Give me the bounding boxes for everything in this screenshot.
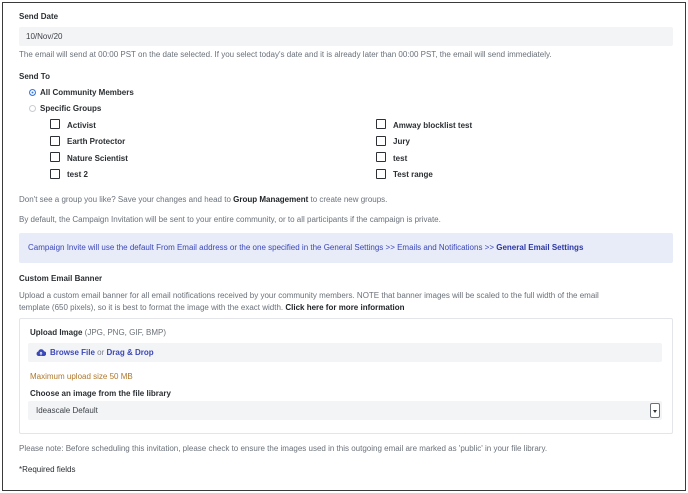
banner-desc-line1: Upload a custom email banner for all email notifications received by your community members. NOTE that banner images will be scaled to the full width of the email	[19, 291, 599, 300]
send-to-label: Send To	[19, 72, 50, 81]
group-label-test-range: Test range	[393, 170, 433, 179]
banner-desc-line2	[19, 303, 404, 312]
browse-file-link[interactable]: Browse File	[50, 348, 95, 357]
drag-drop-link[interactable]: Drag & Drop	[106, 348, 154, 357]
group-label-test-2: test 2	[67, 170, 88, 179]
group-label-activist: Activist	[67, 121, 96, 130]
group-label-earth-protector: Earth Protector	[67, 137, 126, 146]
file-library-select[interactable]	[28, 401, 662, 420]
form-frame	[2, 2, 686, 491]
banner-desc-text: template (650 pixels), so it is best to format the image with the exact width.	[19, 303, 286, 312]
group-checkbox-jury[interactable]	[376, 136, 386, 146]
upload-image-heading	[30, 328, 166, 337]
specific-groups-radio[interactable]	[29, 105, 36, 112]
group-hint-suffix: to create new groups.	[308, 195, 388, 204]
upload-formats: (JPG, PNG, GIF, BMP)	[82, 328, 167, 337]
group-checkbox-test[interactable]	[376, 152, 386, 162]
group-management-link[interactable]: Group Management	[233, 195, 309, 204]
upload-panel	[19, 318, 673, 434]
all-members-label: All Community Members	[40, 88, 134, 97]
public-images-note: Please note: Before scheduling this invitation, please check to ensure the images used in this outgoing email are marked as 'public' in your file library.	[19, 444, 548, 453]
group-label-jury: Jury	[393, 137, 410, 146]
group-checkbox-test-range[interactable]	[376, 169, 386, 179]
info-box-text: Campaign Invite will use the default From Email address or the one specified in the General Settings >> Emails and Notifications >>	[28, 243, 497, 252]
group-checkbox-amway-blocklist-test[interactable]	[376, 119, 386, 129]
group-checkbox-earth-protector[interactable]	[50, 136, 60, 146]
group-label-nature-scientist: Nature Scientist	[67, 154, 128, 163]
upload-image-label: Upload Image	[30, 328, 83, 337]
group-checkbox-activist[interactable]	[50, 119, 60, 129]
general-email-settings-link[interactable]: General Email Settings	[496, 243, 584, 252]
cloud-upload-icon	[36, 348, 46, 357]
group-hint	[19, 195, 387, 204]
send-date-help: The email will send at 00:00 PST on the date selected. If you select today's date and it is already later than 00:00 PST, the email will send immediately.	[19, 50, 552, 59]
send-date-label: Send Date	[19, 12, 59, 21]
required-fields-note: *Required fields	[19, 465, 76, 474]
group-label-amway-blocklist-test: Amway blocklist test	[393, 121, 473, 130]
browse-text	[50, 343, 154, 362]
max-upload-size: Maximum upload size 50 MB	[30, 372, 133, 381]
custom-banner-title: Custom Email Banner	[19, 274, 103, 283]
file-library-label: Choose an image from the file library	[30, 389, 171, 398]
group-label-test: test	[393, 154, 408, 163]
group-hint-prefix: Don't see a group you like? Save your changes and head to	[19, 195, 234, 204]
upload-dropzone[interactable]	[28, 343, 662, 362]
more-info-link[interactable]: Click here for more information	[285, 303, 405, 312]
group-checkbox-nature-scientist[interactable]	[50, 152, 60, 162]
file-library-value: Ideascale Default	[36, 406, 98, 415]
all-members-radio[interactable]	[29, 89, 36, 96]
from-email-info-box	[19, 233, 673, 263]
group-checkbox-test-2[interactable]	[50, 169, 60, 179]
default-recipients-note: By default, the Campaign Invitation will be sent to your entire community, or to all participants if the campaign is private.	[19, 215, 441, 224]
dropdown-arrow-icon[interactable]	[650, 403, 660, 418]
specific-groups-label: Specific Groups	[40, 104, 102, 113]
send-date-input[interactable]: 10/Nov/20	[19, 27, 673, 46]
browse-or: or	[97, 348, 105, 357]
